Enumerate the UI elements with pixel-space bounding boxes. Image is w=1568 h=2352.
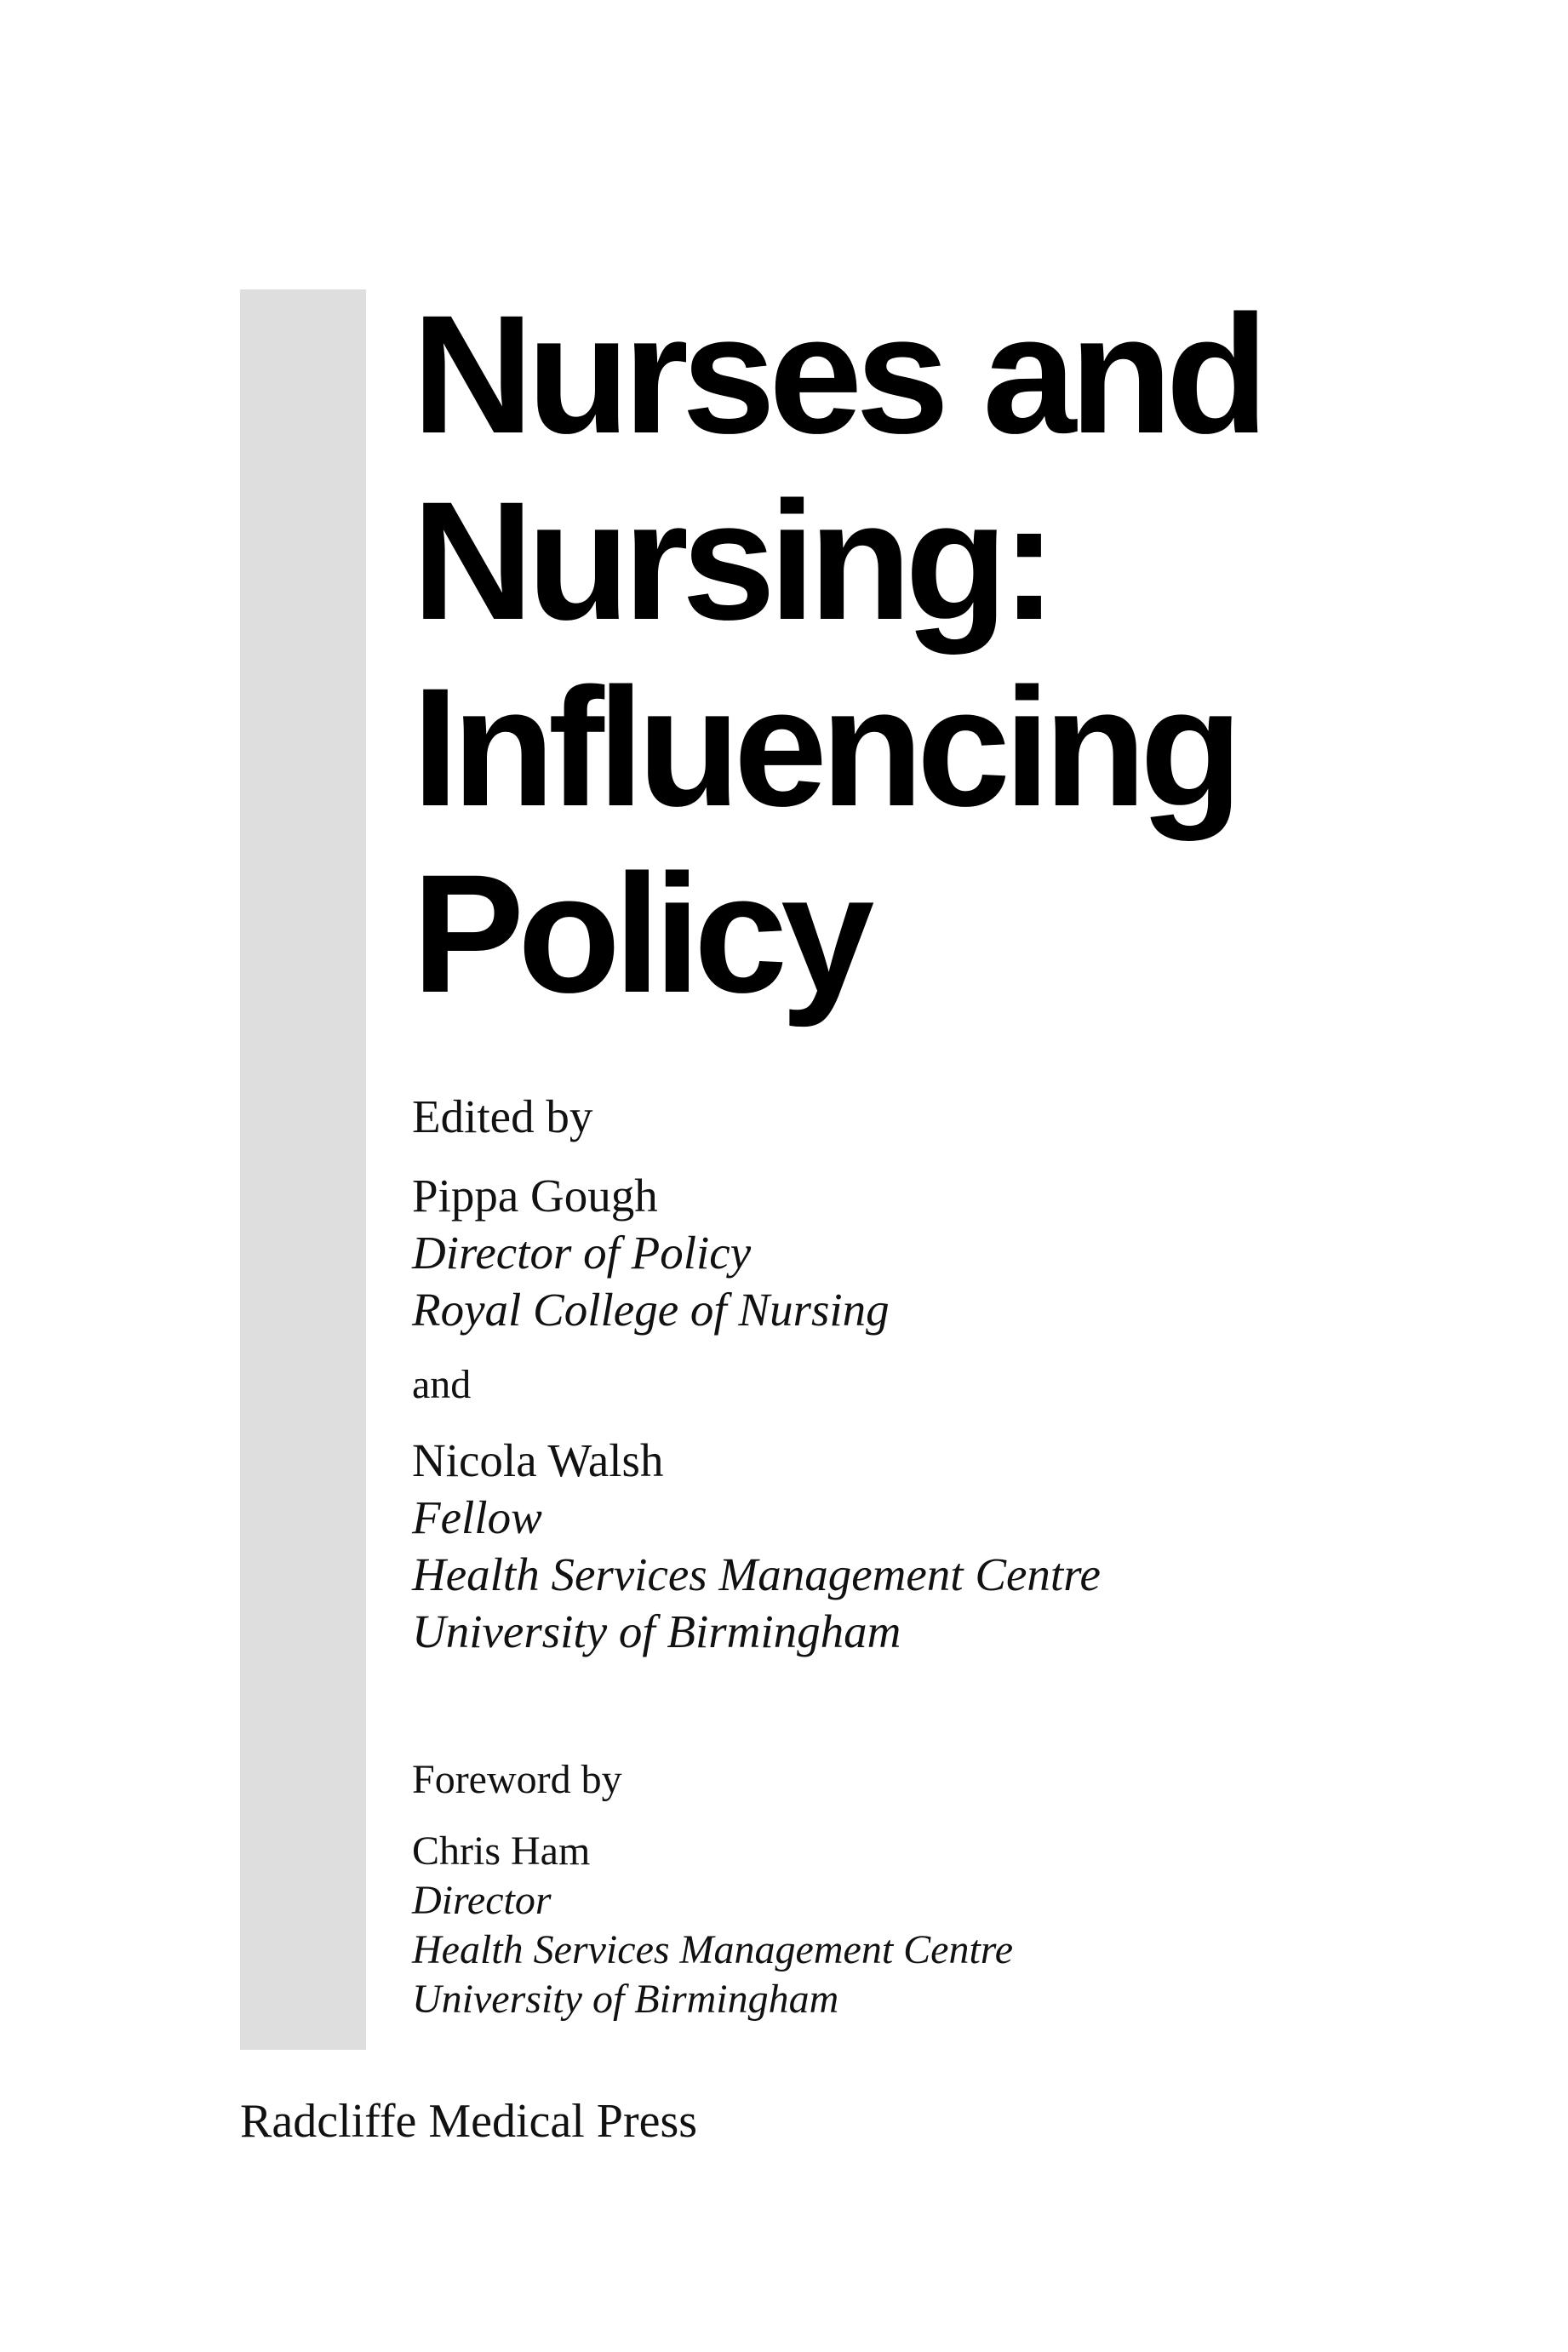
credits-block [412, 1088, 1519, 2024]
editor-2-name: Nicola Walsh [412, 1434, 664, 1486]
foreword-author [412, 1827, 1519, 2024]
editor-2-institution: University of Birmingham [412, 1605, 901, 1657]
editor-2-role: Fellow [412, 1491, 542, 1543]
and-conjunction: and [412, 1362, 472, 1407]
editor-2-org: Health Services Management Centre [412, 1548, 1101, 1600]
foreword [412, 1755, 1519, 2024]
publisher-name: Radcliffe Medical Press [240, 2095, 698, 2148]
decorative-side-bar [240, 289, 366, 2050]
foreword-institution: University of Birmingham [412, 1977, 839, 2022]
editor-1-org: Royal College of Nursing [412, 1284, 890, 1336]
foreword-org: Health Services Management Centre [412, 1927, 1014, 1972]
title-line-4: Policy [412, 839, 868, 1027]
editor-1-name: Pippa Gough [412, 1170, 658, 1222]
edited-by-label: Edited by [412, 1090, 593, 1142]
foreword-role: Director [412, 1878, 552, 1923]
editor-1 [412, 1167, 1519, 1338]
book-title [412, 281, 1519, 1027]
foreword-label: Foreword by [412, 1757, 622, 1802]
title-line-3: Influencing [412, 653, 1236, 841]
title-line-1: Nurses and [412, 280, 1262, 468]
title-line-2: Nursing: [412, 466, 1050, 655]
foreword-name: Chris Ham [412, 1828, 591, 1874]
editor-2 [412, 1432, 1519, 1660]
editor-1-role: Director of Policy [412, 1227, 752, 1279]
